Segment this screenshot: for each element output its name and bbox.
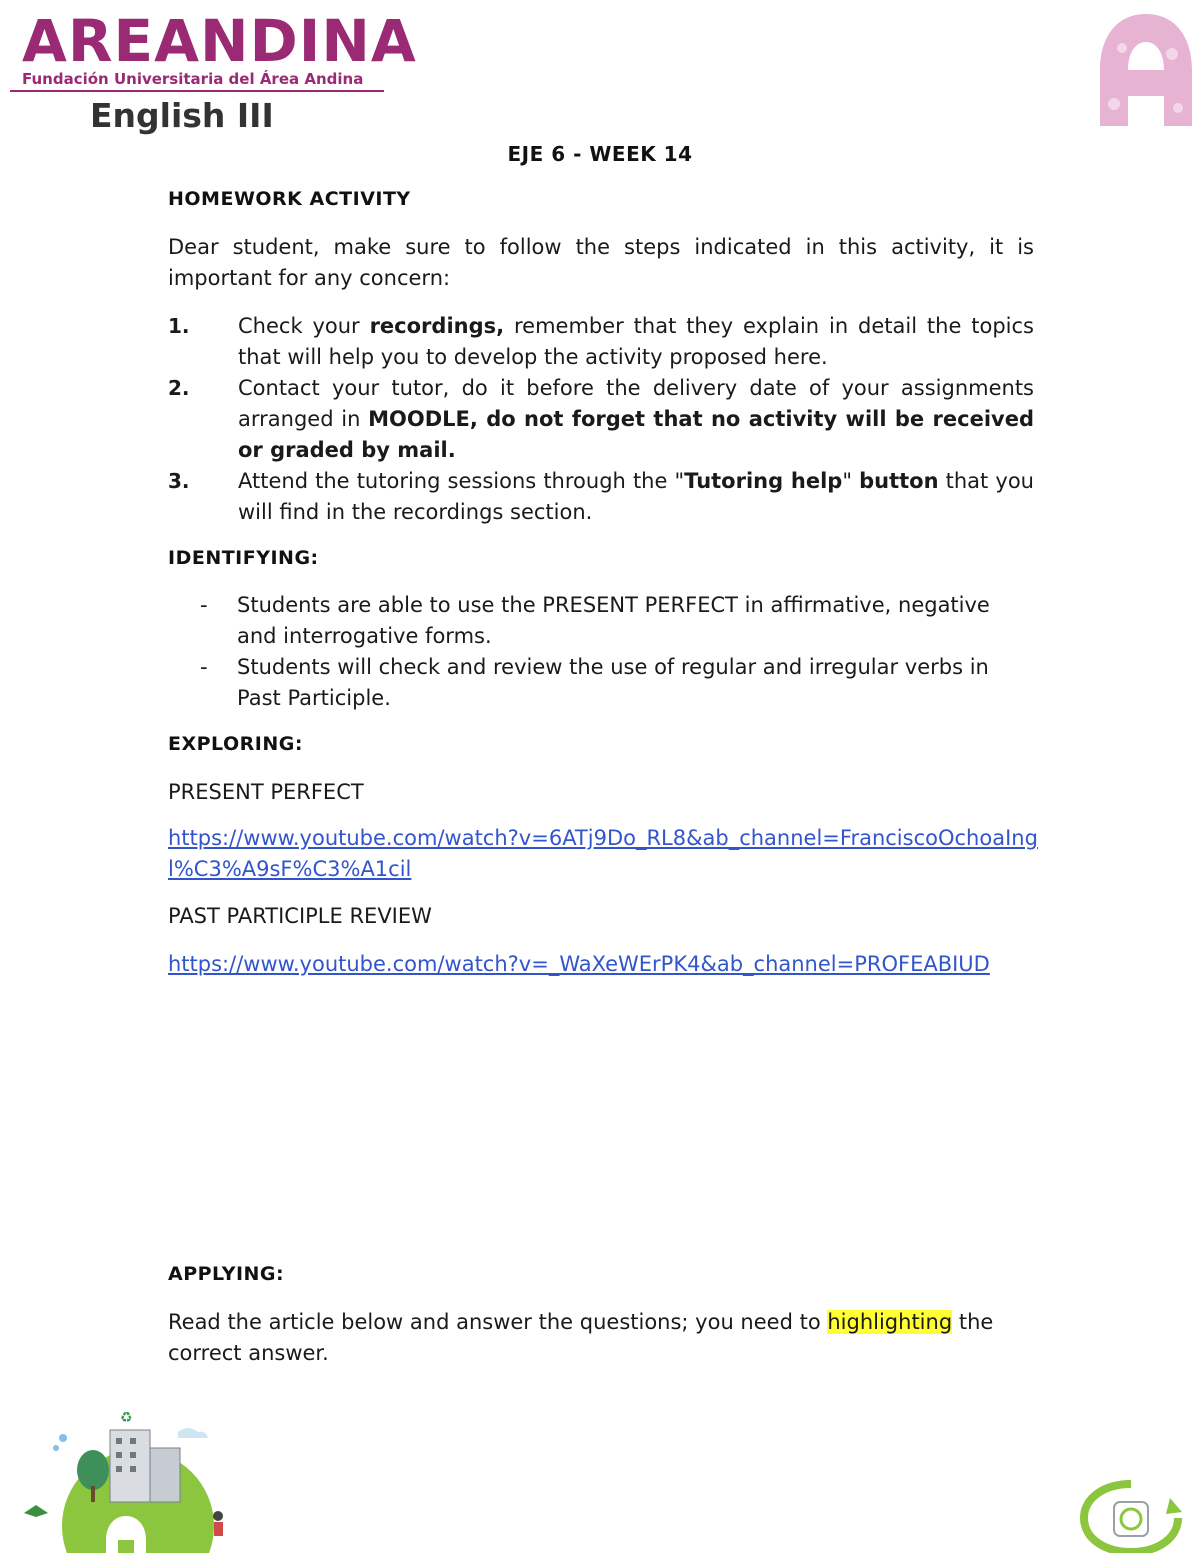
applying-heading: APPLYING: (168, 1263, 285, 1285)
page-title: EJE 6 - WEEK 14 (507, 142, 693, 166)
present-perfect-label: PRESENT PERFECT (168, 780, 364, 804)
homework-heading: HOMEWORK ACTIVITY (168, 188, 411, 210)
past-participle-label: PAST PARTICIPLE REVIEW (168, 904, 432, 928)
step-item: 1. Check your recordings, remember that they explain in detail the topics that will help you to develop the activity proposed here. (168, 311, 1034, 373)
course-title: English III (90, 96, 274, 135)
step-number: 1. (168, 314, 190, 338)
highlighted-word: highlighting (827, 1310, 953, 1334)
step-emphasis: button (859, 469, 939, 493)
identifying-heading: IDENTIFYING: (168, 547, 319, 569)
step-number: 3. (168, 469, 190, 493)
exploring-heading: EXPLORING: (168, 733, 303, 755)
step-emphasis: Tutoring help (684, 469, 843, 493)
areandina-a-logo-icon (1092, 8, 1200, 132)
step-item: 2. Contact your tutor, do it before the delivery date of your assignments arranged in MOODLE, do not forget that no activity will be received or graded by mail. (168, 373, 1034, 466)
homework-intro: Dear student, make sure to follow the steps indicated in this activity, it is important for any concern: (168, 235, 1034, 290)
step-emphasis: recordings, (369, 314, 505, 338)
brand-logo-text: AREANDINA (22, 7, 417, 75)
recycle-face-icon (1076, 1478, 1186, 1553)
brand-subtitle: Fundación Universitaria del Área Andina (22, 70, 364, 88)
bullet-dash: - (200, 655, 208, 679)
list-item: - Students are able to use the PRESENT PERFECT in affirmative, negative and interrogative forms. (200, 590, 1034, 652)
applying-instructions: Read the article below and answer the questions; you need to highlighting the correct answer. (168, 1310, 994, 1365)
bullet-dash: - (200, 593, 208, 617)
step-emphasis: MOODLE, do not forget that no activity will be received or graded by mail. (238, 407, 1034, 462)
past-participle-video-link[interactable]: https://www.youtube.com/watch?v=_WaXeWErPK4&ab_channel=PROFEABIUD (168, 952, 990, 976)
step-item: 3. Attend the tutoring sessions through the "Tutoring help" button that you will find in the recordings section. (168, 466, 1034, 528)
present-perfect-video-link[interactable]: https://www.youtube.com/watch?v=6ATj9Do_RL8&ab_channel=FranciscoOchoaIngl%C3%A9sF%C3%A1cil (168, 826, 1038, 881)
svg-text:♻: ♻ (120, 1410, 133, 1426)
eco-city-globe-icon (18, 1408, 248, 1553)
list-item: - Students will check and review the use of regular and irregular verbs in Past Participle. (200, 652, 1034, 714)
brand-underline (10, 90, 384, 92)
step-number: 2. (168, 376, 190, 400)
